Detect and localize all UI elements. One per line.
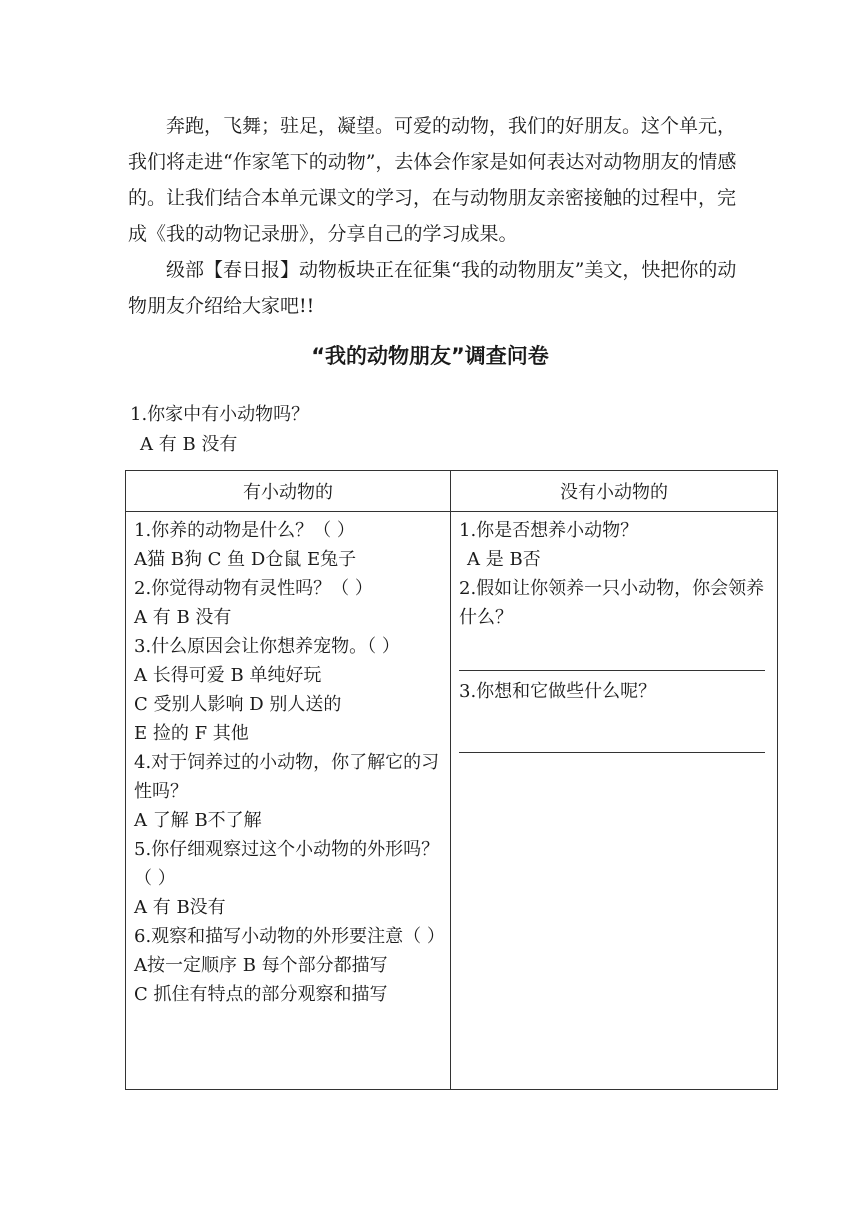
intro-text	[128, 108, 738, 324]
question-line: 2.假如让你领养一只小动物，你会领养什么？	[459, 578, 765, 628]
intro-paragraph-1: 奔跑，飞舞；驻足，凝望。可爱的动物，我们的好朋友。这个单元，我们将走进“作家笔下的动物”，去体会作家是如何表达对动物朋友的情感的。让我们结合本单元课文的学习，在与动物朋友亲密接触的过程中，完成《我的动物记录册》，分享自己的学习成果。	[128, 115, 737, 245]
options-line: A 长得可爱 B 单纯好玩	[134, 665, 322, 686]
survey-title: “我的动物朋友”调查问卷	[311, 344, 549, 368]
options-line: A 了解 B不了解	[134, 810, 262, 831]
answer-blank-line[interactable]	[459, 670, 765, 671]
question-line: 2.你觉得动物有灵性吗？（ ）	[134, 578, 373, 599]
table-body-row	[126, 512, 778, 1090]
header-no-pets: 没有小动物的	[451, 471, 778, 512]
table-header-row	[126, 471, 778, 512]
header-has-pets: 有小动物的	[126, 471, 451, 512]
question-1-options: A 有 B 没有	[140, 434, 238, 455]
question-line: 1.你养的动物是什么？（ ）	[134, 520, 355, 541]
question-line: 6.观察和描写小动物的外形要注意（ ）	[134, 926, 445, 947]
answer-blank-line[interactable]	[459, 752, 765, 753]
options-line: A 有 B没有	[134, 897, 226, 918]
no-pets-column	[451, 512, 778, 1090]
question-line: 1.你是否想养小动物？	[459, 520, 639, 541]
intro-paragraph-2: 级部【春日报】动物板块正在征集“我的动物朋友”美文，快把你的动物朋友介绍给大家吧!!	[128, 259, 737, 317]
options-line: E 捡的 F 其他	[134, 723, 249, 744]
question-line: 3.什么原因会让你想养宠物。（ ）	[134, 636, 400, 657]
question-line: 5.你仔细观察过这个小动物的外形吗？（ ）	[134, 839, 440, 889]
question-line: 3.你想和它做些什么呢？	[459, 681, 657, 702]
has-pets-column	[126, 512, 451, 1090]
question-1	[130, 400, 309, 460]
survey-table	[125, 470, 778, 1090]
options-line: A猫 B狗 C 鱼 D仓鼠 E兔子	[134, 549, 357, 570]
options-line: C 抓住有特点的部分观察和描写	[134, 984, 388, 1005]
options-line: A按一定顺序 B 每个部分都描写	[134, 955, 388, 976]
question-1-text: 1.你家中有小动物吗？	[130, 404, 310, 425]
options-line: A 有 B 没有	[134, 607, 232, 628]
question-line: 4.对于饲养过的小动物，你了解它的习性吗？	[134, 752, 440, 802]
options-line: A 是 B否	[467, 549, 541, 570]
options-line: C 受别人影响 D 别人送的	[134, 694, 342, 715]
